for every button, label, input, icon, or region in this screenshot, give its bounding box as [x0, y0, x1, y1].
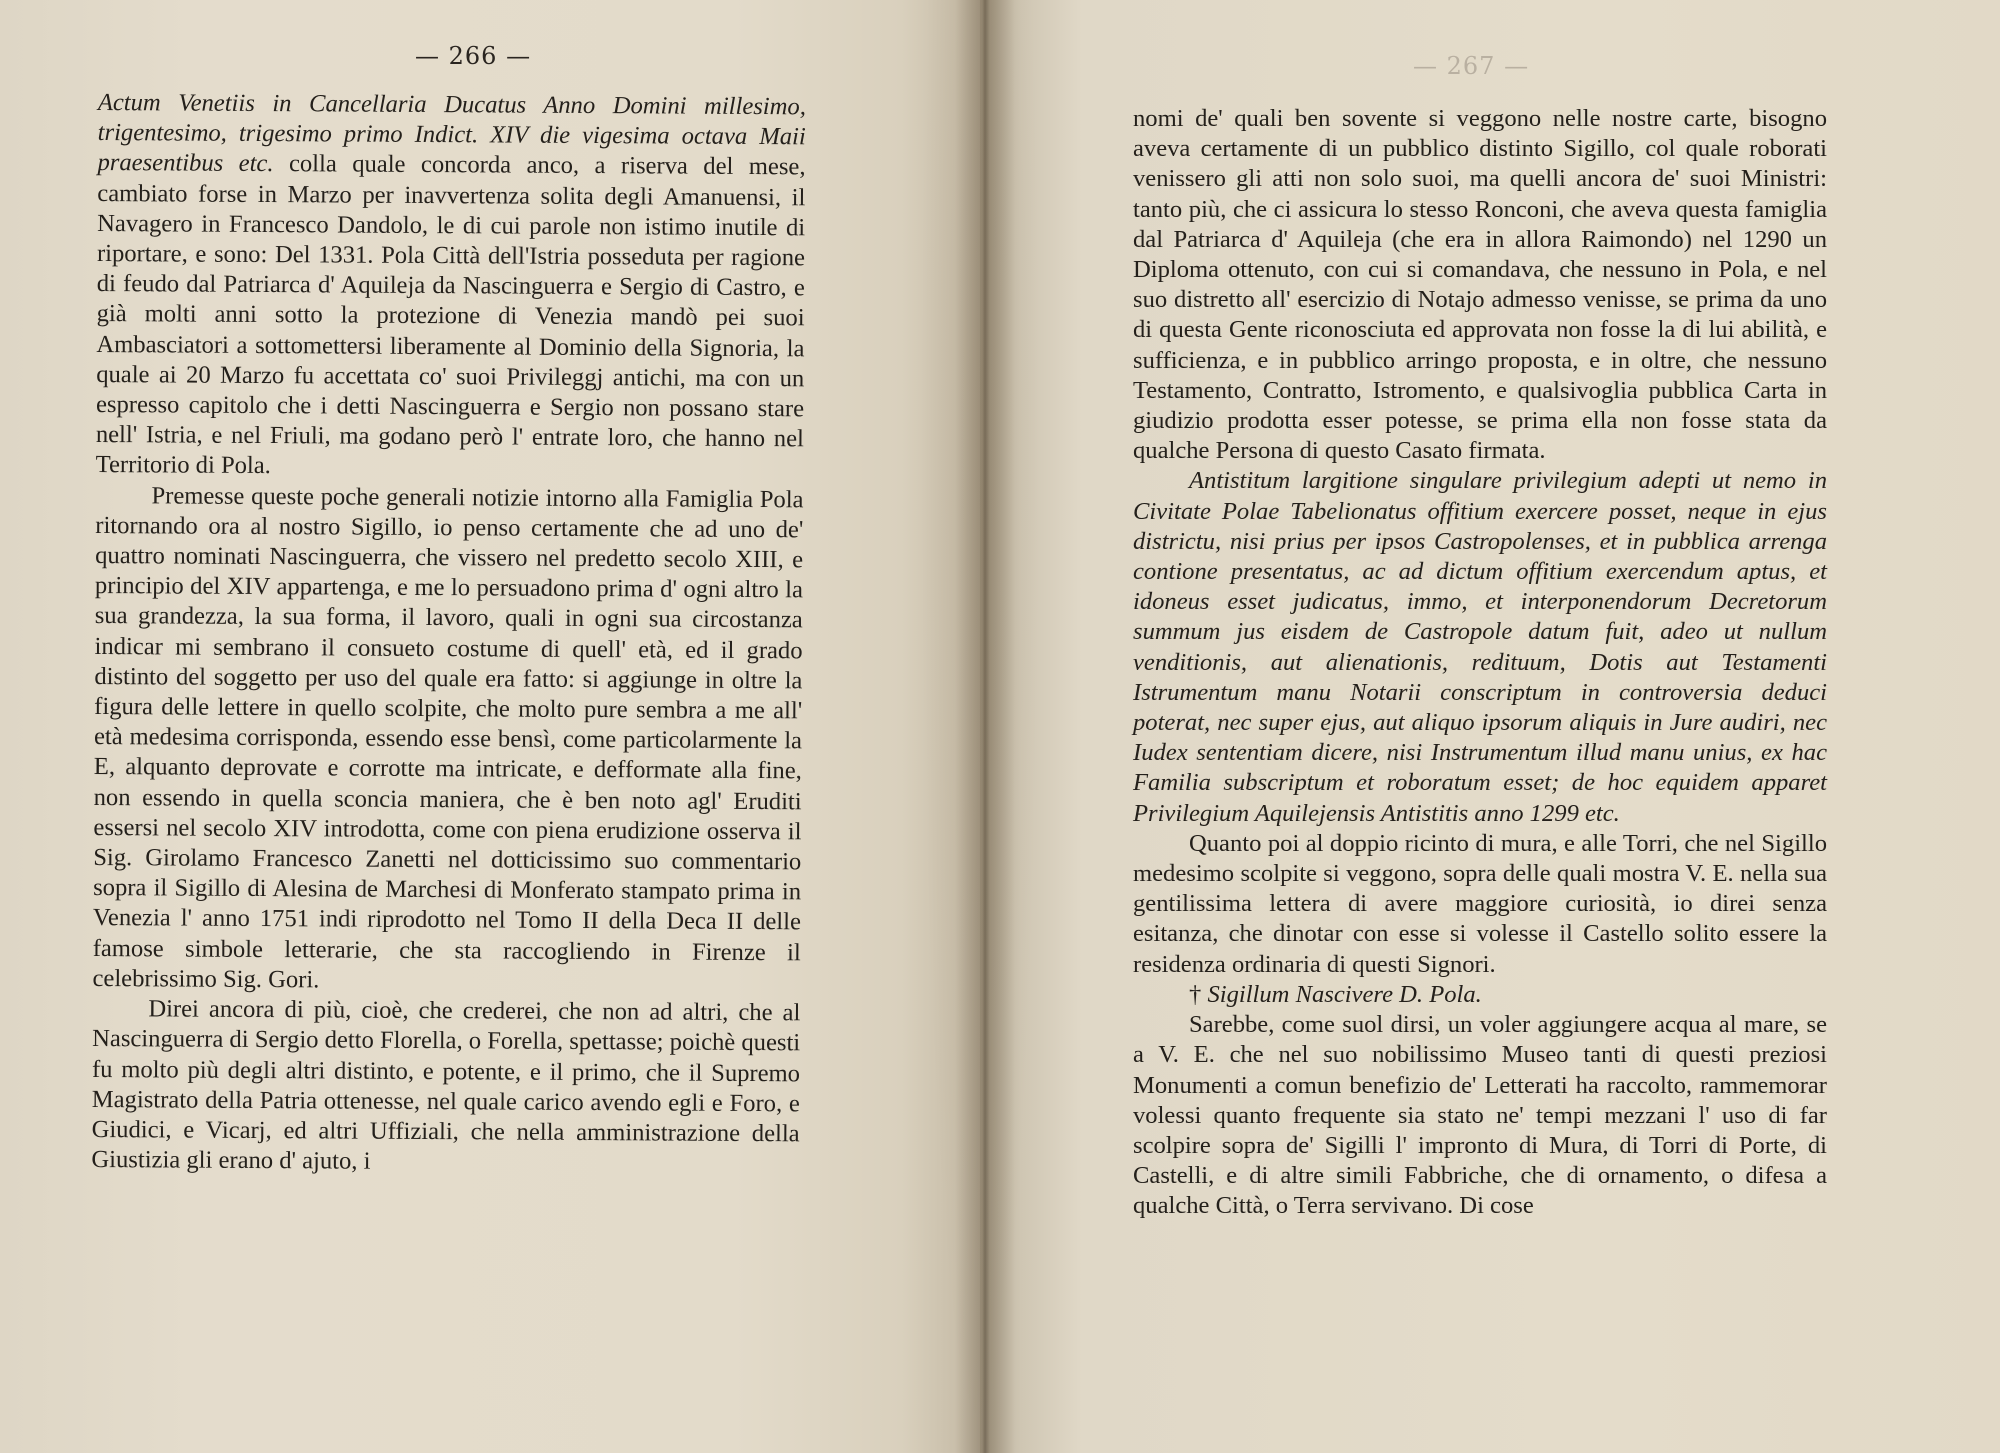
left-page: [0, 0, 980, 1453]
seal-inscription: Sigillum Nascivere D. Pola.: [1207, 980, 1482, 1008]
page-shadow: [920, 0, 1040, 1453]
left-paragraph-3: Direi ancora di più, cioè, che crederei, che non ad altri, che al Nascinguerra di Sergio detto Florella, o Forella, spettasse; poichè questi fu molto più degli altri distinto, e potente, e il primo, che il Supremo Magistrato della Patria ottenesse, nel quale carico avendo egli e Foro, e Giudici, e Vicarj, ed altri Uffiziali, che nella amministrazione della Giustizia gli erano d' ajuto, i: [91, 995, 801, 1175]
right-paragraph-1: nomi de' quali ben sovente si veggono nelle nostre carte, bisogno aveva certamente di un pubblico distinto Sigillo, col quale roborati venissero gli atti non solo suoi, ma quelli ancora de' suoi Ministri: tanto più, che ci assicura lo stesso Ronconi, che aveva questa famiglia dal Patriarca d' Aquileja (che era in allora Raimondo) nel 1290 un Diploma ottenuto, con cui si comandava, che nessuno in Pola, e nel suo distretto all' esercizio di Notajo admesso venisse, se prima da uno di questa Gente riconosciuta ed approvata non fosse la di lui abilità, e sufficienza, e in pubblico arringo proposta, e in oltre, che nessuno Testamento, Contratto, Istromento, e qualsivoglia pubblica Carta in giudizio prodotta esser potesse, se prima ella non fosse stata da qualche Persona di questo Casato firmata.: [1133, 105, 1827, 465]
page-number-right: — 267 —: [1413, 52, 1530, 80]
cross-symbol: †: [1189, 980, 1202, 1008]
latin-quote-privilege: Antistitum largitione singulare privilegium adepti ut nemo in Civitate Polae Tabelionatus offitium exercere posset, neque in ejus districtu, nisi prius per ipsos Castropolenses, et in pubblica arrenga contione presentatus, ac ad dictum offitium exercendum aptus, et idoneus esset judicatus, immo, et interponendorum Decretorum summum jus eisdem de Castropole datum fuit, adeo ut nullum venditionis, aut alienationis, redituum, Dotis aut Testamenti Istrumentum manu Notarii conscriptum in controversia deduci poterat, nec super ejus, aut aliquo ipsorum aliquis in Jure audiri, nec Iudex sententiam dicere, nisi Instrumentum illud manu unius, ex hac Familia subscriptum et roboratum esset; de hoc equidem apparet Privilegium Aquilejensis Antistitis anno 1299 etc.: [1133, 467, 1827, 827]
latin-quote-intro: Actum Venetiis in Cancellaria Ducatus Anno Domini millesimo, trigentesimo, trigesimo primo Indict. XIV die vigesima octava Maii praesentibus etc.: [97, 88, 806, 178]
left-paragraph-1: [96, 88, 806, 485]
right-paragraph-3: Quanto poi al doppio ricinto di mura, e alle Torri, che nel Sigillo medesimo scolpite si veggono, sopra delle quali mostra V. E. nella sua gentilissima lettera di avere maggiore curiosità, io direi senza esitanza, che dinotar con esse si volesse il Castello solito essere la residenza ordinaria di questi Signori.: [1133, 829, 1827, 978]
right-page: [980, 0, 2000, 1453]
seal-inscription-line: [1133, 980, 1827, 1010]
left-paragraph-2: Premesse queste poche generali notizie intorno alla Famiglia Pola ritornando ora al nostro Sigillo, io penso certamente che ad uno de' quattro nominati Nascinguerra, che vissero nel predetto secolo XIII, e principio del XIV appartenga, e me lo persuadono prima d' ogni altro la sua grandezza, la sua forma, il lavoro, quali in ogni sua circostanza indicar mi sembrano il consueto costume di quell' età, ed il grado distinto del soggetto per uso del quale era fatto: si aggiunge in oltre la figura delle lettere in quello scolpite, che molto pure sembra a me all' età medesima corrisponda, essendo esse bensì, come particolarmente la E, alquanto deprovate e corrotte ma intricate, e defformate alla fine, non essendo in quella sconcia maniera, che è ben noto agl' Eruditi essersi nel secolo XIV introdotta, come con piena erudizione osserva il Sig. Girolamo Francesco Zanetti nel dotticissimo suo commentario sopra il Sigillo di Alesina de Marchesi di Monferato stampato prima in Venezia l' anno 1751 indi riprodotto nel Tomo II della Deca II delle famose simbole letterarie, che sta raccogliendo in Firenze il celebrissimo Sig. Gori.: [92, 481, 804, 994]
left-page-text: [91, 88, 806, 1180]
right-page-text: [1133, 104, 1827, 1222]
page-number-left: — 266 —: [415, 42, 532, 70]
right-paragraph-5: Sarebbe, come suol dirsi, un voler aggiungere acqua al mare, se a V. E. che nel suo nobilissimo Museo tanti di questi preziosi Monumenti a comun benefizio de' Letterati ha raccolto, rammemorar volessi quanto frequente sia stato ne' tempi mezzani l' uso di far scolpire sopra de' Sigilli l' impronto di Mura, di Torri di Porte, di Castelli, e di altre simili Fabbriche, che di ornamento, o difesa a qualche Città, o Terra servivano. Di cose: [1133, 1011, 1827, 1220]
left-paragraph-1-text: colla quale concorda anco, a riserva del mese, cambiato forse in Marzo per inavvertenza solita degli Amanuensi, il Navagero in Francesco Dandolo, le di cui parole non istimo inutile di riportare, e sono: Del 1331. Pola Città dell'Istria posseduta per ragione di feudo dal Patriarca d' Aquileja da Nascinguerra e Sergio di Castro, e già molti anni sotto la protezione di Venezia mandò pei suoi Ambasciatori a sottomettersi liberamente al Dominio della Signoria, la quale ai 20 Marzo fu accettata co' suoi Privileggj antichi, ma con un espresso capitolo che i detti Nascinguerra e Sergio non possano stare nell' Istria, e nel Friuli, ma godano però l' entrate loro, che hanno nel Territorio di Pola.: [95, 150, 806, 480]
